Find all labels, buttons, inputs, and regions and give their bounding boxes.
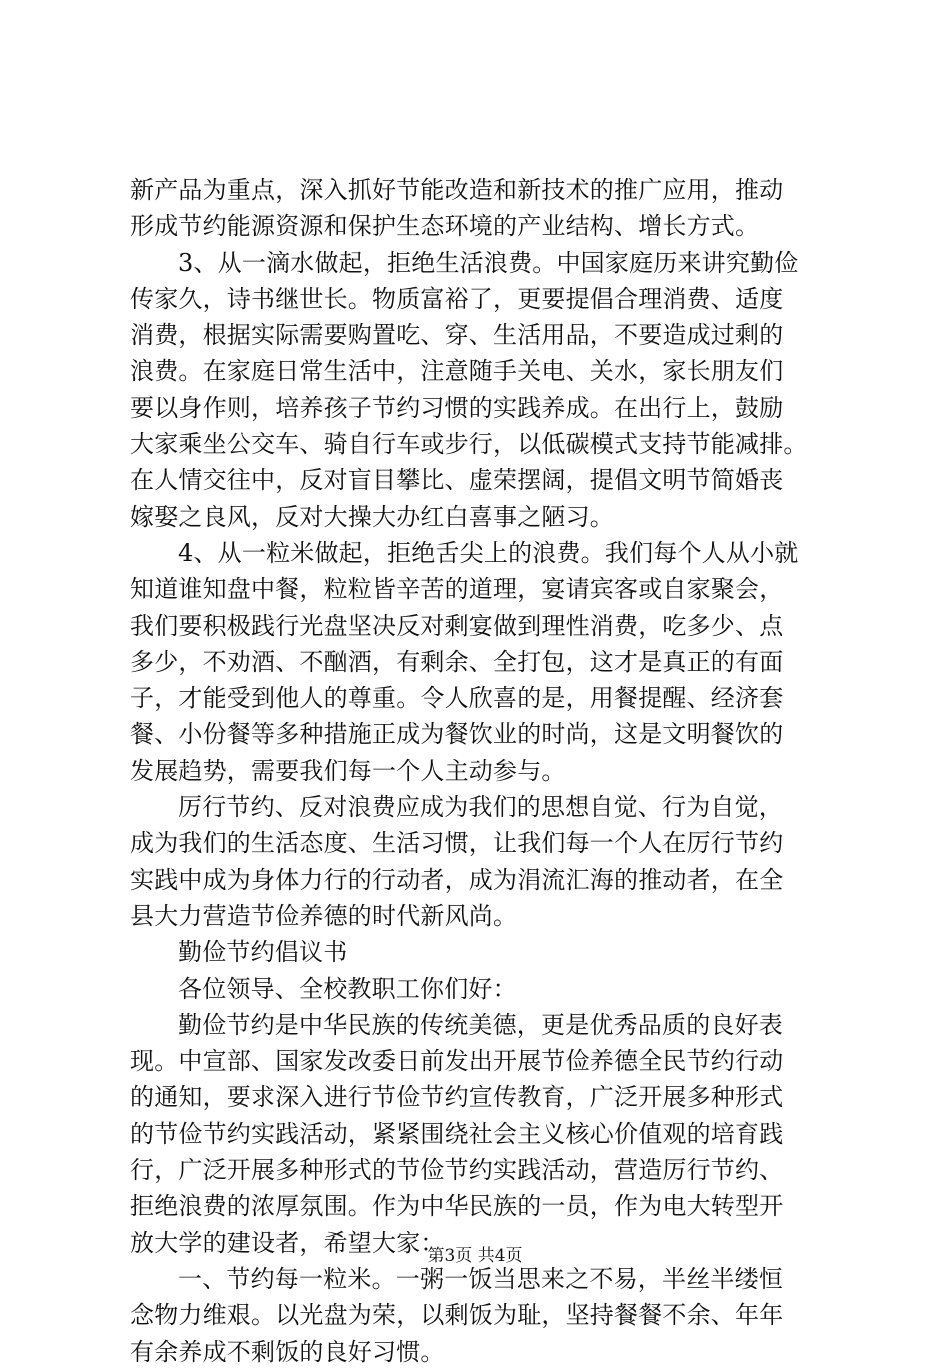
text-line: 有余养成不剩饭的良好习惯。 — [130, 1337, 445, 1366]
text-line: 的通知，要求深入进行节俭节约宣传教育，广泛开展多种形式 — [130, 1083, 784, 1112]
section-title: 勤俭节约倡议书 — [178, 938, 348, 967]
text-line: 浪费。在家庭日常生活中，注意随手关电、关水，家长朋友们 — [130, 357, 784, 386]
text-line: 嫁娶之良风，反对大操大办红白喜事之陋习。 — [130, 502, 614, 531]
text-line: 县大力营造节俭养德的时代新风尚。 — [130, 901, 518, 930]
paragraph-start: 厉行节约、反对浪费应成为我们的思想自觉、行为自觉， — [178, 793, 783, 822]
text-line: 拒绝浪费的浓厚氛围。作为中华民族的一员，作为电大转型开 — [130, 1192, 784, 1221]
text-line: 大家乘坐公交车、骑自行车或步行，以低碳模式支持节能减排。 — [130, 430, 808, 459]
page-footer — [0, 1244, 950, 1268]
text-line: 念物力维艰。以光盘为荣，以剩饭为耻，坚持餐餐不余、年年 — [130, 1301, 784, 1330]
text-line: 新产品为重点，深入抓好节能改造和新技术的推广应用，推动 — [130, 176, 784, 204]
document-body — [130, 172, 830, 1370]
text-line: 放大学的建设者，希望大家： — [130, 1228, 445, 1257]
text-line: 我们要积极践行光盘坚决反对剩宴做到理性消费，吃多少、点 — [130, 611, 784, 640]
text-line: 发展趋势，需要我们每一个人主动参与。 — [130, 756, 566, 785]
text-line: 的节俭节约实践活动，紧紧围绕社会主义核心价值观的培育践 — [130, 1119, 784, 1148]
salutation: 各位领导、全校教职工你们好： — [178, 974, 517, 1003]
text-line: 形成节约能源资源和保护生态环境的产业结构、增长方式。 — [130, 212, 760, 241]
text-line: 现。中宣部、国家发改委日前发出开展节俭养德全民节约行动 — [130, 1047, 784, 1076]
page-number: 第3页 共4页 — [427, 1246, 523, 1266]
text-line: 成为我们的生活态度、生活习惯，让我们每一个人在厉行节约 — [130, 829, 784, 858]
text-line: 实践中成为身体力行的行动者，成为涓流汇海的推动者，在全 — [130, 865, 784, 894]
paragraph-start: 3、从一滴水做起，拒绝生活浪费。中国家庭历来讲究勤俭 — [178, 248, 799, 277]
paragraph-start: 勤俭节约是中华民族的传统美德，更是优秀品质的良好表 — [178, 1010, 783, 1039]
paragraph-start: 4、从一粒米做起，拒绝舌尖上的浪费。我们每个人从小就 — [178, 538, 799, 567]
text-line: 行，广泛开展多种形式的节俭节约实践活动，营造厉行节约、 — [130, 1156, 784, 1185]
text-line: 要以身作则，培养孩子节约习惯的实践养成。在出行上，鼓励 — [130, 393, 784, 422]
paragraph-start: 一、节约每一粒米。一粥一饭当思来之不易，半丝半缕恒 — [178, 1264, 783, 1293]
text-line: 在人情交往中，反对盲目攀比、虚荣摆阔，提倡文明节简婚丧 — [130, 466, 784, 495]
text-line: 多少，不劝酒、不酗酒，有剩余、全打包，这才是真正的有面 — [130, 647, 784, 676]
text-line: 餐、小份餐等多种措施正成为餐饮业的时尚，这是文明餐饮的 — [130, 720, 784, 749]
text-line: 子，才能受到他人的尊重。令人欣喜的是，用餐提醒、经济套 — [130, 684, 784, 713]
text-line: 传家久，诗书继世长。物质富裕了，更要提倡合理消费、适度 — [130, 284, 784, 313]
text-line: 消费，根据实际需要购置吃、穿、生活用品，不要造成过剩的 — [130, 321, 784, 350]
text-line: 知道谁知盘中餐，粒粒皆辛苦的道理，宴请宾客或自家聚会， — [130, 575, 784, 604]
